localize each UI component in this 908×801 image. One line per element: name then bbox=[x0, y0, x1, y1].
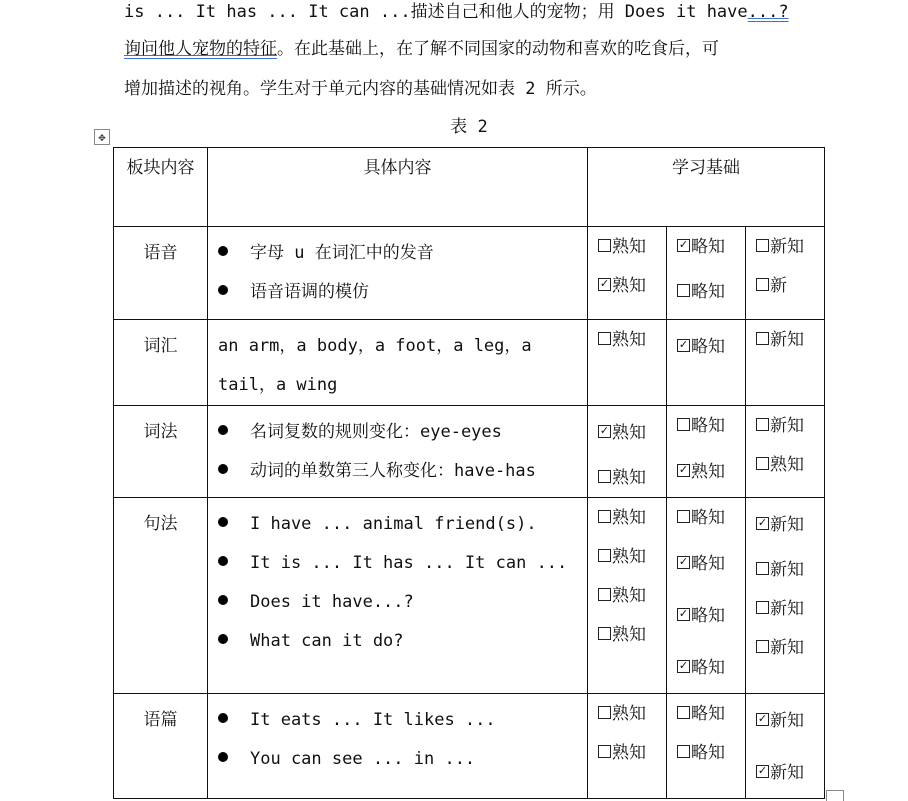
checkbox-option[interactable] bbox=[667, 654, 725, 683]
checkbox-option[interactable] bbox=[746, 595, 804, 624]
checkbox-label: 略知 bbox=[691, 416, 725, 436]
list-item-text: You can see ... in ... bbox=[250, 749, 476, 769]
list-item-text: I have ... animal friend(s). bbox=[250, 514, 537, 534]
checkbox-option[interactable] bbox=[588, 233, 646, 262]
checkbox-checked-icon[interactable] bbox=[677, 608, 690, 621]
checkbox-empty-icon[interactable] bbox=[677, 706, 690, 719]
content-cell bbox=[208, 320, 588, 406]
checkbox-empty-icon[interactable] bbox=[756, 640, 769, 653]
list-item-text: 动词的单数第三人称变化：have-has bbox=[250, 461, 536, 481]
checkbox-option[interactable] bbox=[746, 556, 804, 585]
list-item-text: 名词复数的规则变化：eye-eyes bbox=[250, 422, 502, 442]
checkbox-empty-icon[interactable] bbox=[756, 457, 769, 470]
content-list bbox=[208, 406, 587, 491]
bullet-icon bbox=[218, 464, 228, 474]
checkbox-label: 熟知 bbox=[612, 704, 646, 724]
checkbox-option[interactable] bbox=[667, 504, 725, 533]
content-cell bbox=[208, 227, 588, 320]
content-list bbox=[208, 694, 587, 779]
checkbox-option[interactable] bbox=[667, 233, 725, 262]
bullet-icon bbox=[218, 634, 228, 644]
checkbox-label: 熟知 bbox=[691, 462, 725, 482]
checkbox-checked-icon[interactable] bbox=[677, 464, 690, 477]
list-item bbox=[218, 544, 587, 583]
paragraph-line-1 bbox=[124, 0, 789, 24]
checkbox-checked-icon[interactable] bbox=[598, 278, 611, 291]
basis-cell bbox=[588, 498, 667, 694]
checkbox-empty-icon[interactable] bbox=[756, 418, 769, 431]
checkbox-label: 新知 bbox=[770, 330, 804, 350]
checkbox-label: 熟知 bbox=[612, 508, 646, 528]
checkbox-option[interactable] bbox=[746, 707, 804, 736]
checkbox-label: 新知 bbox=[770, 416, 804, 436]
checkbox-option[interactable] bbox=[667, 700, 725, 729]
checkbox-empty-icon[interactable] bbox=[756, 332, 769, 345]
checkbox-option[interactable] bbox=[746, 511, 804, 540]
checkbox-label: 略知 bbox=[691, 282, 725, 302]
checkbox-checked-icon[interactable] bbox=[677, 239, 690, 252]
checkbox-checked-icon[interactable] bbox=[756, 765, 769, 778]
list-item bbox=[218, 452, 587, 491]
checkbox-empty-icon[interactable] bbox=[677, 418, 690, 431]
checkbox-empty-icon[interactable] bbox=[598, 549, 611, 562]
checkbox-label: 略知 bbox=[691, 743, 725, 763]
checkbox-option[interactable] bbox=[588, 739, 646, 768]
checkbox-label: 新知 bbox=[770, 711, 804, 731]
basis-cell bbox=[746, 498, 825, 694]
block-cell: 语音 bbox=[114, 227, 208, 320]
paragraph-line-3: 增加描述的视角。学生对于单元内容的基础情况如表 2 所示。 bbox=[124, 79, 597, 99]
checkbox-option[interactable] bbox=[746, 326, 804, 355]
list-item-text: 语音语调的模仿 bbox=[250, 282, 369, 302]
checkbox-option[interactable] bbox=[667, 739, 725, 768]
bullet-icon bbox=[218, 713, 228, 723]
checkbox-checked-icon[interactable] bbox=[677, 339, 690, 352]
table-header-row bbox=[114, 148, 825, 227]
checkbox-label: 略知 bbox=[691, 554, 725, 574]
checkbox-empty-icon[interactable] bbox=[756, 601, 769, 614]
checkbox-label: 熟知 bbox=[612, 743, 646, 763]
checkbox-option[interactable] bbox=[746, 412, 804, 441]
list-item-text: It is ... It has ... It can ... bbox=[250, 553, 568, 573]
checkbox-label: 熟知 bbox=[612, 237, 646, 257]
checkbox-option[interactable] bbox=[588, 326, 646, 355]
checkbox-empty-icon[interactable] bbox=[598, 745, 611, 758]
checkbox-label: 熟知 bbox=[612, 423, 646, 443]
checkbox-label: 新知 bbox=[770, 599, 804, 619]
checkbox-label: 略知 bbox=[691, 704, 725, 724]
checkbox-option[interactable] bbox=[667, 550, 725, 579]
basis-cell bbox=[667, 498, 746, 694]
basis-cell bbox=[667, 227, 746, 320]
grammar-underline-text-2[interactable]: 询问他人宠物的特征 bbox=[124, 39, 277, 59]
bullet-icon bbox=[218, 752, 228, 762]
paragraph-line-1-text: is ... It has ... It can ...描述自己和他人的宠物；用 Does it have bbox=[124, 2, 748, 22]
content-cell bbox=[208, 498, 588, 694]
content-list bbox=[208, 498, 587, 661]
basis-cell bbox=[588, 320, 667, 406]
checkbox-label: 新知 bbox=[770, 638, 804, 658]
checkbox-empty-icon[interactable] bbox=[677, 745, 690, 758]
list-item bbox=[218, 701, 587, 740]
basis-cell bbox=[667, 320, 746, 406]
checkbox-label: 略知 bbox=[691, 237, 725, 257]
basis-cell bbox=[746, 320, 825, 406]
bullet-icon bbox=[218, 517, 228, 527]
bullet-icon bbox=[218, 285, 228, 295]
list-item bbox=[218, 740, 587, 779]
checkbox-label: 新知 bbox=[770, 515, 804, 535]
checkbox-option[interactable] bbox=[746, 451, 804, 480]
checkbox-label: 熟知 bbox=[612, 625, 646, 645]
paragraph-line-2-text: 。在此基础上，在了解不同国家的动物和喜欢的吃食后，可 bbox=[277, 39, 719, 59]
checkbox-empty-icon[interactable] bbox=[598, 588, 611, 601]
table-row bbox=[114, 320, 825, 406]
checkbox-option[interactable] bbox=[588, 543, 646, 572]
header-block: 板块内容 bbox=[114, 148, 208, 227]
list-item-text: 字母 u 在词汇中的发音 bbox=[250, 243, 434, 263]
checkbox-label: 略知 bbox=[691, 508, 725, 528]
list-item bbox=[218, 505, 587, 544]
content-list bbox=[208, 227, 587, 312]
checkbox-label: 略知 bbox=[691, 658, 725, 678]
checkbox-option[interactable] bbox=[588, 464, 646, 493]
basis-cell bbox=[667, 694, 746, 799]
checkbox-empty-icon[interactable] bbox=[677, 510, 690, 523]
block-cell: 词法 bbox=[114, 406, 208, 498]
bullet-icon bbox=[218, 246, 228, 256]
block-cell: 句法 bbox=[114, 498, 208, 694]
checkbox-label: 熟知 bbox=[612, 586, 646, 606]
checkbox-option[interactable] bbox=[746, 272, 787, 301]
list-item bbox=[218, 583, 587, 622]
checkbox-label: 熟知 bbox=[612, 547, 646, 567]
header-content: 具体内容 bbox=[208, 148, 588, 227]
checkbox-option[interactable] bbox=[746, 634, 804, 663]
checkbox-option[interactable] bbox=[746, 759, 804, 788]
basis-cell bbox=[746, 406, 825, 498]
checkbox-label: 略知 bbox=[691, 606, 725, 626]
table-caption: 表 2 bbox=[450, 117, 488, 137]
basis-cell bbox=[588, 694, 667, 799]
bullet-icon bbox=[218, 556, 228, 566]
checkbox-option[interactable] bbox=[667, 412, 725, 441]
checkbox-empty-icon[interactable] bbox=[598, 627, 611, 640]
list-item-text: It eats ... It likes ... bbox=[250, 710, 496, 730]
checkbox-label: 熟知 bbox=[612, 276, 646, 296]
checkbox-empty-icon[interactable] bbox=[598, 332, 611, 345]
checkbox-empty-icon[interactable] bbox=[598, 470, 611, 483]
checkbox-empty-icon[interactable] bbox=[756, 239, 769, 252]
list-item bbox=[218, 622, 587, 661]
content-text: an arm，a body，a foot，a leg，a tail，a wing bbox=[218, 336, 532, 395]
checkbox-checked-icon[interactable] bbox=[756, 713, 769, 726]
table-row bbox=[114, 406, 825, 498]
checkbox-empty-icon[interactable] bbox=[598, 239, 611, 252]
checkbox-option[interactable] bbox=[588, 621, 646, 650]
block-cell: 语篇 bbox=[114, 694, 208, 799]
list-item-text: What can it do? bbox=[250, 631, 404, 651]
checkbox-label: 新知 bbox=[770, 763, 804, 783]
checkbox-checked-icon[interactable] bbox=[677, 556, 690, 569]
checkbox-empty-icon[interactable] bbox=[756, 562, 769, 575]
checkbox-label: 新 bbox=[770, 276, 787, 296]
list-item-text: Does it have...? bbox=[250, 592, 414, 612]
header-basis: 学习基础 bbox=[588, 148, 825, 227]
checkbox-label: 熟知 bbox=[770, 455, 804, 475]
checkbox-label: 略知 bbox=[691, 337, 725, 357]
content-cell bbox=[208, 694, 588, 799]
basis-cell bbox=[588, 406, 667, 498]
table-move-handle-icon[interactable]: ✥ bbox=[94, 129, 110, 145]
basis-cell bbox=[746, 227, 825, 320]
list-item bbox=[218, 234, 587, 273]
checkbox-label: 新知 bbox=[770, 560, 804, 580]
basis-cell bbox=[746, 694, 825, 799]
checkbox-option[interactable] bbox=[588, 272, 646, 301]
checkbox-option[interactable] bbox=[667, 333, 725, 362]
checkbox-option[interactable] bbox=[588, 419, 646, 448]
checkbox-option[interactable] bbox=[588, 700, 646, 729]
checkbox-label: 新知 bbox=[770, 237, 804, 257]
checkbox-label: 熟知 bbox=[612, 330, 646, 350]
checkbox-option[interactable] bbox=[588, 504, 646, 533]
checkbox-checked-icon[interactable] bbox=[756, 517, 769, 530]
checkbox-option[interactable] bbox=[667, 458, 725, 487]
checkbox-option[interactable] bbox=[667, 602, 725, 631]
checkbox-option[interactable] bbox=[746, 233, 804, 262]
checkbox-option[interactable] bbox=[588, 582, 646, 611]
basis-cell bbox=[588, 227, 667, 320]
checkbox-checked-icon[interactable] bbox=[677, 660, 690, 673]
list-item bbox=[218, 273, 587, 312]
checkbox-empty-icon[interactable] bbox=[598, 510, 611, 523]
table-resize-corner[interactable] bbox=[826, 790, 844, 801]
table-row bbox=[114, 498, 825, 694]
table-row bbox=[114, 227, 825, 320]
checkbox-empty-icon[interactable] bbox=[677, 284, 690, 297]
basis-cell bbox=[667, 406, 746, 498]
checkbox-empty-icon[interactable] bbox=[756, 278, 769, 291]
checkbox-label: 熟知 bbox=[612, 468, 646, 488]
content-cell bbox=[208, 406, 588, 498]
learning-basis-table bbox=[113, 147, 825, 799]
checkbox-option[interactable] bbox=[667, 278, 725, 307]
bullet-icon bbox=[218, 595, 228, 605]
checkbox-checked-icon[interactable] bbox=[598, 425, 611, 438]
list-item bbox=[218, 413, 587, 452]
block-cell: 词汇 bbox=[114, 320, 208, 406]
checkbox-empty-icon[interactable] bbox=[598, 706, 611, 719]
paragraph-line-2 bbox=[124, 37, 719, 61]
table-row bbox=[114, 694, 825, 799]
bullet-icon bbox=[218, 425, 228, 435]
grammar-underline-text[interactable]: ...? bbox=[747, 2, 789, 22]
